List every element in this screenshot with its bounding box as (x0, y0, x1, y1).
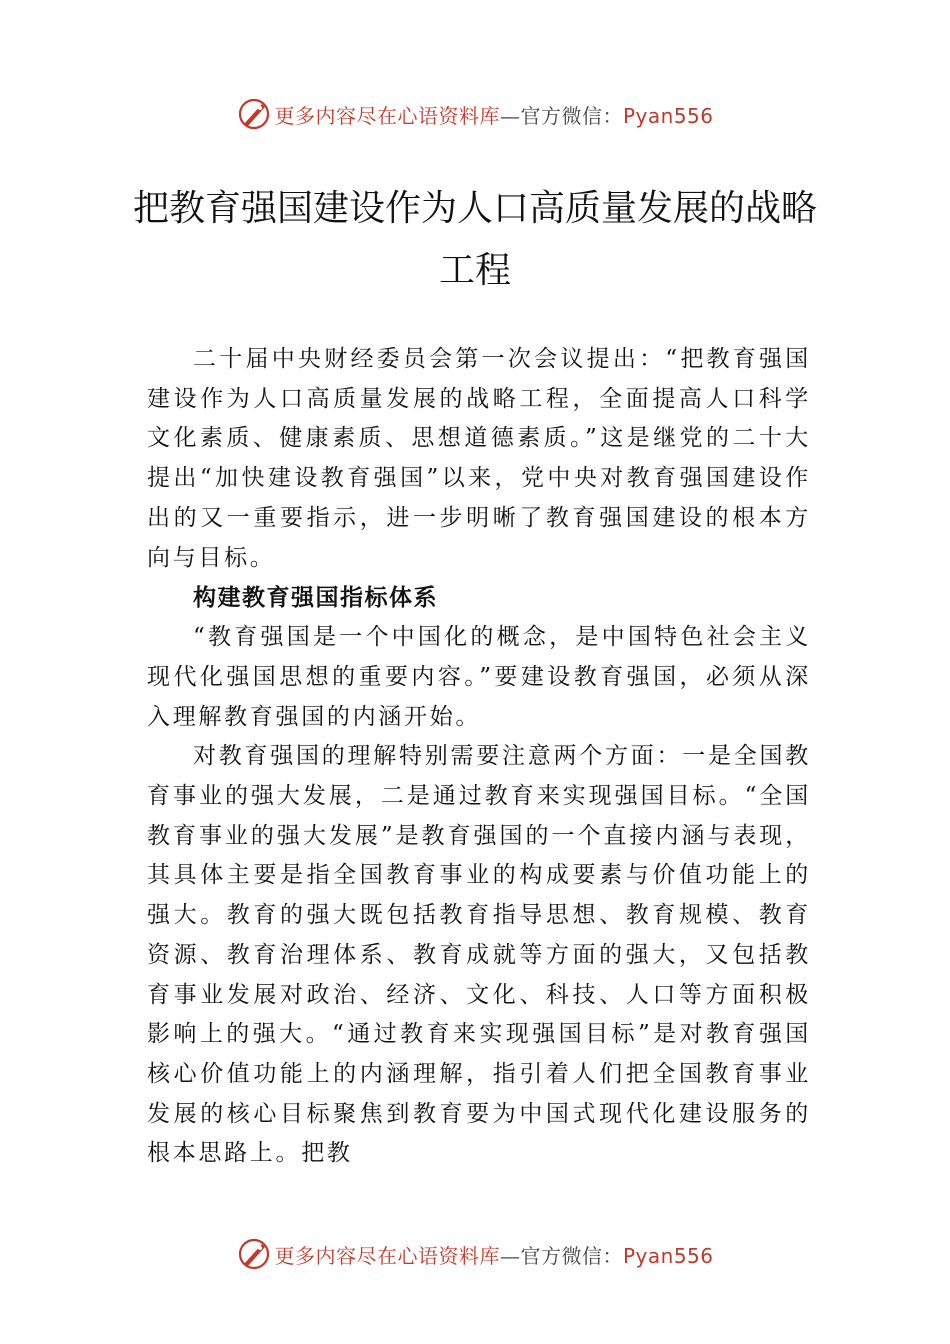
banner-brand-text: 更多内容尽在心语资料库 (274, 103, 500, 128)
article-body (147, 340, 811, 1174)
pen-nib-logo-icon (236, 1236, 272, 1272)
banner-official-text: —官方微信： (499, 103, 623, 128)
banner-official-text: —官方微信： (499, 1243, 623, 1268)
header-watermark-banner (0, 92, 950, 136)
paragraph-intro: 二十届中央财经委员会第一次会议提出：“把教育强国建设作为人口高质量发展的战略工程，全面提高人口科学文化素质、健康素质、思想道德素质。”这是继党的二十大提出“加快建设教育强国”以来，党中央对教育强国建设作出的又一重要指示，进一步明晰了教育强国建设的根本方向与目标。 (147, 346, 811, 571)
footer-watermark-banner (0, 1232, 950, 1276)
banner-wechat-id: Pyan556 (622, 103, 714, 128)
article-title: 把教育强国建设作为人口高质量发展的战略工程 (132, 188, 817, 291)
section-heading: 构建教育强国指标体系 (193, 584, 438, 612)
paragraph-concept: “教育强国是一个中国化的概念，是中国特色社会主义现代化强国思想的重要内容。”要建设教育强国，必须从深入理解教育强国的内涵开始。 (147, 624, 811, 730)
banner-wechat-id: Pyan556 (622, 1243, 714, 1268)
pen-nib-logo-icon (236, 96, 272, 132)
paragraph-two-aspects: 对教育强国的理解特别需要注意两个方面：一是全国教育事业的强大发展，二是通过教育来实现强国目标。“全国教育事业的强大发展”是教育强国的一个直接内涵与表现，其具体主要是指全国教育事业的构成要素与价值功能上的强大。教育的强大既包括教育指导思想、教育规模、教育资源、教育治理体系、教育成就等方面的强大，又包括教育事业发展对政治、经济、文化、科技、人口等方面积极影响上的强大。“通过教育来实现强国目标”是对教育强国核心价值功能上的内涵理解，指引着人们把全国教育事业发展的核心目标聚焦到教育要为中国式现代化建设服务的根本思路上。把教 (147, 743, 811, 1167)
banner-brand-text: 更多内容尽在心语资料库 (274, 1243, 500, 1268)
